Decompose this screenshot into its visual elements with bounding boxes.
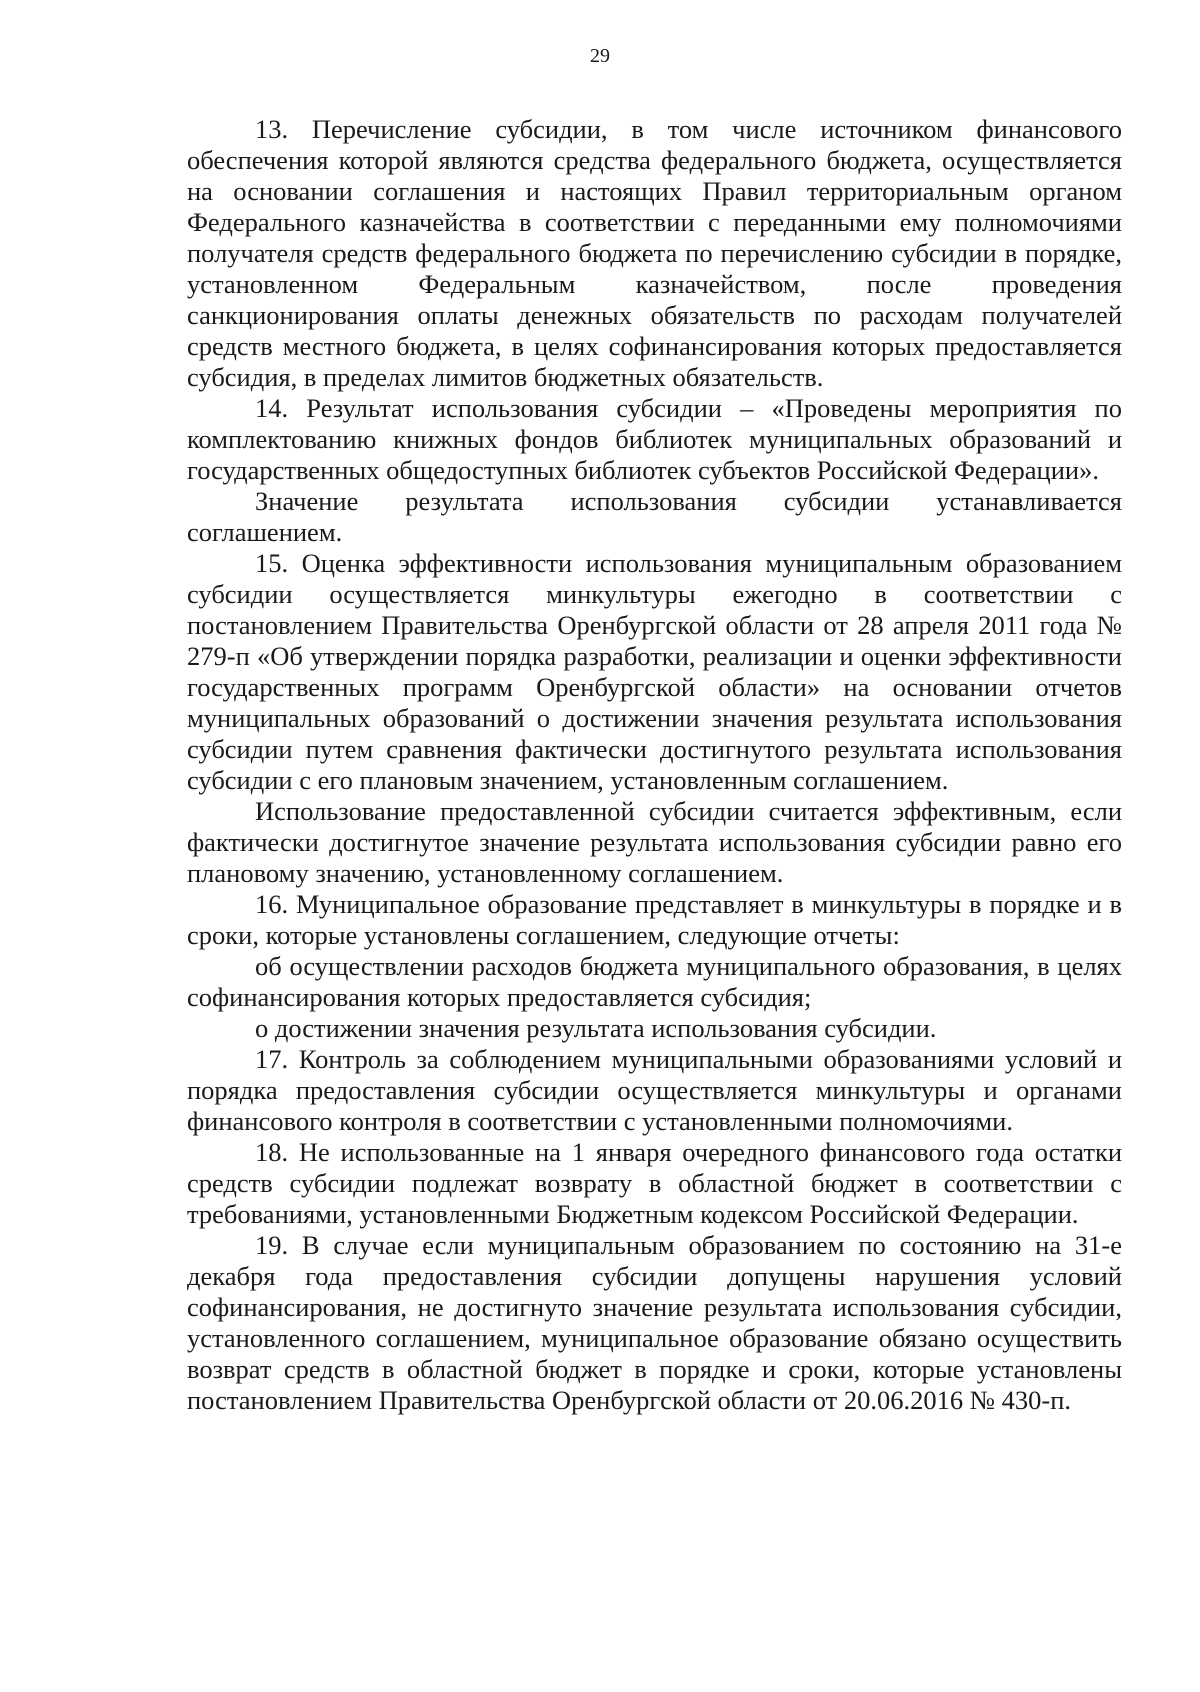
paragraph-15-efficiency: Использование предоставленной субсидии считается эффективным, если фактически достигнутое значение результата использования субсидии равно его плановому значению, установленному соглашением. [187,796,1122,888]
paragraph-14-result-value: Значение результата использования субсидии устанавливается соглашением. [187,486,1122,547]
paragraph-13: 13. Перечисление субсидии, в том числе источником финансового обеспечения которой являются средства федерального бюджета, осуществляется на основании соглашения и настоящих Правил территориальным органом Федерального казначейства в соответствии с переданными ему полномочиями получателя средств федерального бюджета по перечислению субсидии в порядке, установленном Федеральным казначейством, после проведения санкционирования оплаты денежных обязательств по расходам получателей средств местного бюджета, в целях софинансирования которых предоставляется субсидия, в пределах лимитов бюджетных обязательств. [187,114,1122,392]
paragraph-16-report-expenses: об осуществлении расходов бюджета муниципального образования, в целях софинансирования которых предоставляется субсидия; [187,951,1122,1012]
page-number: 29 [590,45,610,67]
document-body [187,114,1122,1416]
paragraph-19: 19. В случае если муниципальным образованием по состоянию на 31-е декабря года предоставления субсидии допущены нарушения условий софинансирования, не достигнуто значение результата использования субсидии, установленного соглашением, муниципальное образование обязано осуществить возврат средств в областной бюджет в порядке и сроки, которые установлены постановлением Правительства Оренбургской области от 20.06.2016 № 430-п. [187,1230,1122,1415]
paragraph-16: 16. Муниципальное образование представляет в минкультуры в порядке и в сроки, которые установлены соглашением, следующие отчеты: [187,889,1122,950]
paragraph-16-report-result: о достижении значения результата использования субсидии. [255,1013,937,1043]
paragraph-14: 14. Результат использования субсидии – «Проведены мероприятия по комплектованию книжных фондов библиотек муниципальных образований и государственных общедоступных библиотек субъектов Российской Федерации». [187,393,1122,485]
paragraph-17: 17. Контроль за соблюдением муниципальными образованиями условий и порядка предоставления субсидии осуществляется минкультуры и органами финансового контроля в соответствии с установленными полномочиями. [187,1044,1122,1136]
paragraph-18: 18. Не использованные на 1 января очередного финансового года остатки средств субсидии подлежат возврату в областной бюджет в соответствии с требованиями, установленными Бюджетным кодексом Российской Федерации. [187,1137,1122,1229]
paragraph-15: 15. Оценка эффективности использования муниципальным образованием субсидии осуществляется минкультуры ежегодно в соответствии с постановлением Правительства Оренбургской области от 28 апреля 2011 года № 279-п «Об утверждении порядка разработки, реализации и оценки эффективности государственных программ Оренбургской области» на основании отчетов муниципальных образований о достижении значения результата использования субсидии путем сравнения фактически достигнутого результата использования субсидии с его плановым значением, установленным соглашением. [187,548,1122,795]
